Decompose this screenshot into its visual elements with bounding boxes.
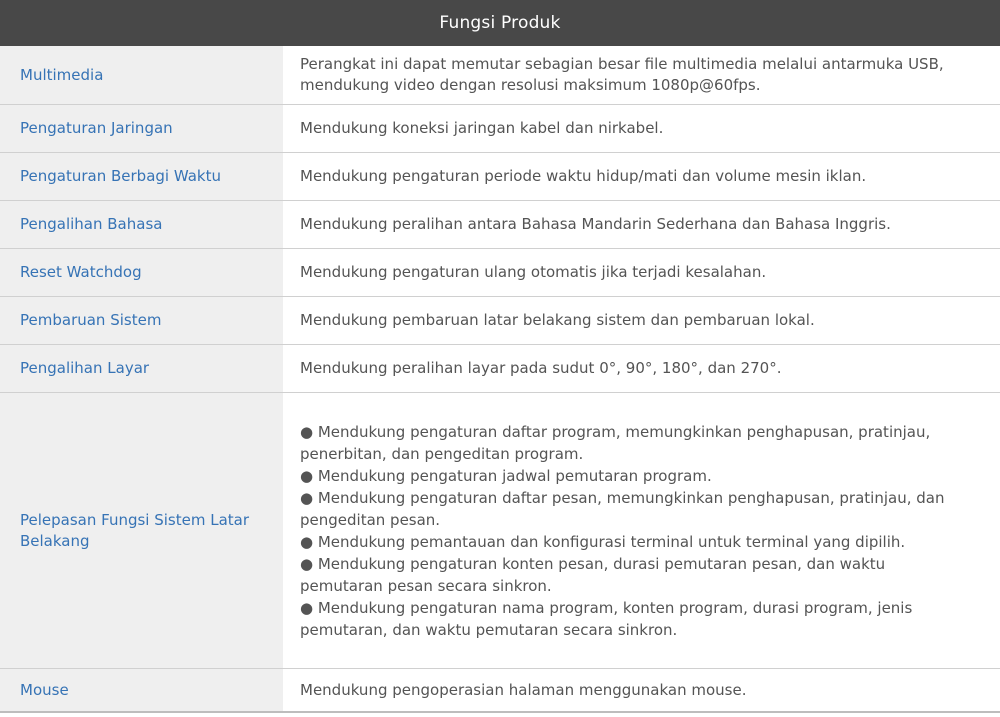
- feature-cell: [0, 393, 283, 668]
- description-text: Mendukung peralihan antara Bahasa Mandarin Sederhana dan Bahasa Inggris.: [300, 215, 891, 233]
- feature-label: Pengalihan Bahasa: [20, 215, 163, 233]
- description-text: Mendukung pembaruan latar belakang sistem dan pembaruan lokal.: [300, 311, 815, 329]
- feature-cell: [0, 105, 283, 152]
- table-row: [0, 46, 1000, 105]
- feature-label: Pelepasan Fungsi Sistem Latar Belakang: [20, 510, 250, 550]
- description-cell: [283, 46, 1000, 104]
- table-row: [0, 393, 1000, 669]
- description-cell: [283, 105, 1000, 152]
- feature-cell: [0, 297, 283, 344]
- bullet-item: ● Mendukung pengaturan daftar pesan, memungkinkan penghapusan, pratinjau, dan pengeditan pesan.: [300, 488, 945, 529]
- feature-cell: [0, 249, 283, 296]
- table-row: [0, 297, 1000, 345]
- table-row: [0, 669, 1000, 713]
- description-text: Mendukung peralihan layar pada sudut 0°, 90°, 180°, dan 270°.: [300, 359, 782, 377]
- description-text: Perangkat ini dapat memutar sebagian besar file multimedia melalui antarmuka USB, mendukung video dengan resolusi maksimum 1080p@60fps.: [300, 55, 944, 94]
- feature-label: Pengaturan Berbagi Waktu: [20, 167, 221, 185]
- description-text: Mendukung koneksi jaringan kabel dan nirkabel.: [300, 119, 664, 137]
- description-text: Mendukung pengoperasian halaman menggunakan mouse.: [300, 680, 747, 699]
- feature-cell: [0, 669, 283, 711]
- table-row: [0, 105, 1000, 153]
- table-row: [0, 345, 1000, 393]
- description-cell: [283, 669, 1000, 711]
- table-row: [0, 153, 1000, 201]
- bullet-item: ● Mendukung pengaturan nama program, konten program, durasi program, jenis pemutaran, dan waktu pemutaran secara sinkron.: [300, 598, 913, 639]
- feature-label: Pembaruan Sistem: [20, 311, 162, 329]
- description-cell: [283, 393, 1000, 668]
- feature-label: Multimedia: [20, 65, 104, 84]
- bullet-item: ● Mendukung pengaturan daftar program, memungkinkan penghapusan, pratinjau, penerbitan, dan pengeditan program.: [300, 422, 931, 463]
- table-row: [0, 249, 1000, 297]
- bullet-list: [300, 421, 970, 641]
- bullet-item: ● Mendukung pengaturan jadwal pemutaran program.: [300, 466, 712, 485]
- description-cell: [283, 345, 1000, 392]
- table-bottom-edge: [0, 713, 1000, 715]
- table-row: [0, 201, 1000, 249]
- feature-cell: [0, 153, 283, 200]
- bullet-item: ● Mendukung pengaturan konten pesan, durasi pemutaran pesan, dan waktu pemutaran pesan secara sinkron.: [300, 554, 886, 595]
- description-cell: [283, 153, 1000, 200]
- description-cell: [283, 249, 1000, 296]
- feature-cell: [0, 46, 283, 104]
- description-text: Mendukung pengaturan periode waktu hidup/mati dan volume mesin iklan.: [300, 167, 867, 185]
- feature-label: Mouse: [20, 680, 69, 699]
- table-title-bar: [0, 0, 1000, 46]
- page-title: Fungsi Produk: [439, 13, 561, 33]
- description-cell: [283, 297, 1000, 344]
- feature-cell: [0, 201, 283, 248]
- feature-label: Reset Watchdog: [20, 263, 142, 281]
- feature-label: Pengalihan Layar: [20, 359, 150, 377]
- feature-cell: [0, 345, 283, 392]
- description-cell: [283, 201, 1000, 248]
- description-text: Mendukung pengaturan ulang otomatis jika terjadi kesalahan.: [300, 263, 767, 281]
- feature-label: Pengaturan Jaringan: [20, 119, 173, 137]
- bullet-item: ● Mendukung pemantauan dan konfigurasi terminal untuk terminal yang dipilih.: [300, 532, 906, 551]
